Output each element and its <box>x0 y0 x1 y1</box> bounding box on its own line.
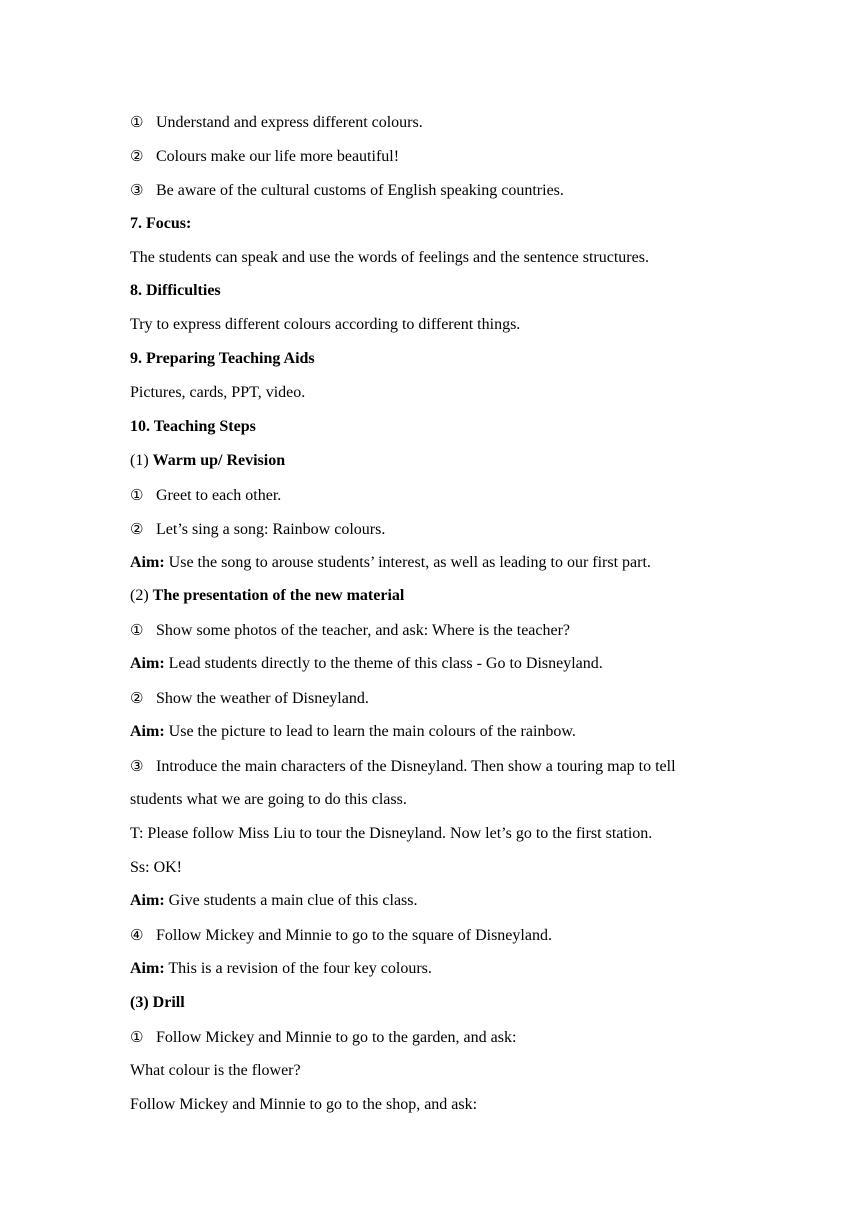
aim-text: Give students a main clue of this class. <box>164 892 418 910</box>
aim-line <box>130 652 750 686</box>
list-text: Follow Mickey and Minnie to go to the garden, and ask: <box>156 1029 517 1047</box>
aim-line <box>130 720 750 754</box>
aim-text: Use the picture to lead to learn the main colours of the rainbow. <box>164 723 576 741</box>
aim-label: Aim: <box>130 723 165 741</box>
subsection-prefix: (1) <box>130 451 153 469</box>
paragraph: Pictures, cards, PPT, video. <box>130 384 306 402</box>
list-item <box>130 1025 750 1059</box>
document-page <box>130 110 750 1127</box>
circled-number: ④ <box>130 926 144 945</box>
list-item <box>130 686 750 720</box>
subsection-title: The presentation of the new material <box>152 587 405 605</box>
list-text: Introduce the main characters of the Disneyland. Then show a touring map to tell <box>156 757 676 775</box>
dialogue-line: T: Please follow Miss Liu to tour the Disneyland. Now let’s go to the first station. <box>130 824 653 842</box>
list-item <box>130 483 750 517</box>
aim-line <box>130 889 750 923</box>
list-text: Colours make our life more beautiful! <box>156 147 400 165</box>
aim-line <box>130 551 750 585</box>
circled-number: ② <box>130 689 144 708</box>
list-item <box>130 517 750 551</box>
paragraph: What colour is the flower? <box>130 1061 301 1079</box>
list-text: Let’s sing a song: Rainbow colours. <box>156 520 386 538</box>
circled-number: ② <box>130 519 144 538</box>
subsection-prefix: (2) <box>130 587 153 605</box>
aim-text: Lead students directly to the theme of this class - Go to Disneyland. <box>164 655 603 673</box>
paragraph: students what we are going to do this class. <box>130 790 407 808</box>
list-text: Greet to each other. <box>156 486 282 504</box>
paragraph: Try to express different colours according to different things. <box>130 316 521 334</box>
aim-label: Aim: <box>130 960 165 978</box>
circled-number: ③ <box>130 180 144 199</box>
aim-text: Use the song to arouse students’ interest, as well as leading to our first part. <box>164 553 651 571</box>
subsection-heading <box>130 449 750 483</box>
list-item <box>130 618 750 652</box>
list-text: Understand and express different colours. <box>156 114 423 131</box>
aim-label: Aim: <box>130 655 165 673</box>
list-text: Show the weather of Disneyland. <box>156 690 369 708</box>
circled-number: ② <box>130 146 144 165</box>
list-item <box>130 144 750 178</box>
section-heading-difficulties: 8. Difficulties <box>130 282 221 300</box>
circled-number: ① <box>130 485 144 504</box>
circled-number: ① <box>130 1028 144 1047</box>
circled-number: ③ <box>130 756 144 775</box>
aim-label: Aim: <box>130 553 165 571</box>
list-item <box>130 923 750 957</box>
subsection-title: Warm up/ Revision <box>152 451 286 469</box>
list-item <box>130 178 750 212</box>
list-text: Show some photos of the teacher, and ask: Where is the teacher? <box>156 622 571 640</box>
subsection-heading <box>130 584 750 618</box>
section-heading-teaching-steps: 10. Teaching Steps <box>130 418 256 436</box>
paragraph: The students can speak and use the words of feelings and the sentence structures. <box>130 248 649 266</box>
aim-text: This is a revision of the four key colours. <box>164 960 432 978</box>
aim-line <box>130 957 750 991</box>
list-item <box>130 110 750 144</box>
aim-label: Aim: <box>130 892 165 910</box>
dialogue-line: Ss: OK! <box>130 858 183 876</box>
section-heading-drill: (3) Drill <box>130 994 185 1012</box>
section-heading-teaching-aids: 9. Preparing Teaching Aids <box>130 350 315 368</box>
paragraph: Follow Mickey and Minnie to go to the shop, and ask: <box>130 1095 478 1113</box>
list-item <box>130 754 750 788</box>
list-text: Follow Mickey and Minnie to go to the square of Disneyland. <box>156 927 552 945</box>
circled-number: ① <box>130 621 144 640</box>
list-text: Be aware of the cultural customs of English speaking countries. <box>156 181 564 199</box>
section-heading-focus: 7. Focus: <box>130 214 192 232</box>
circled-number: ① <box>130 113 144 131</box>
